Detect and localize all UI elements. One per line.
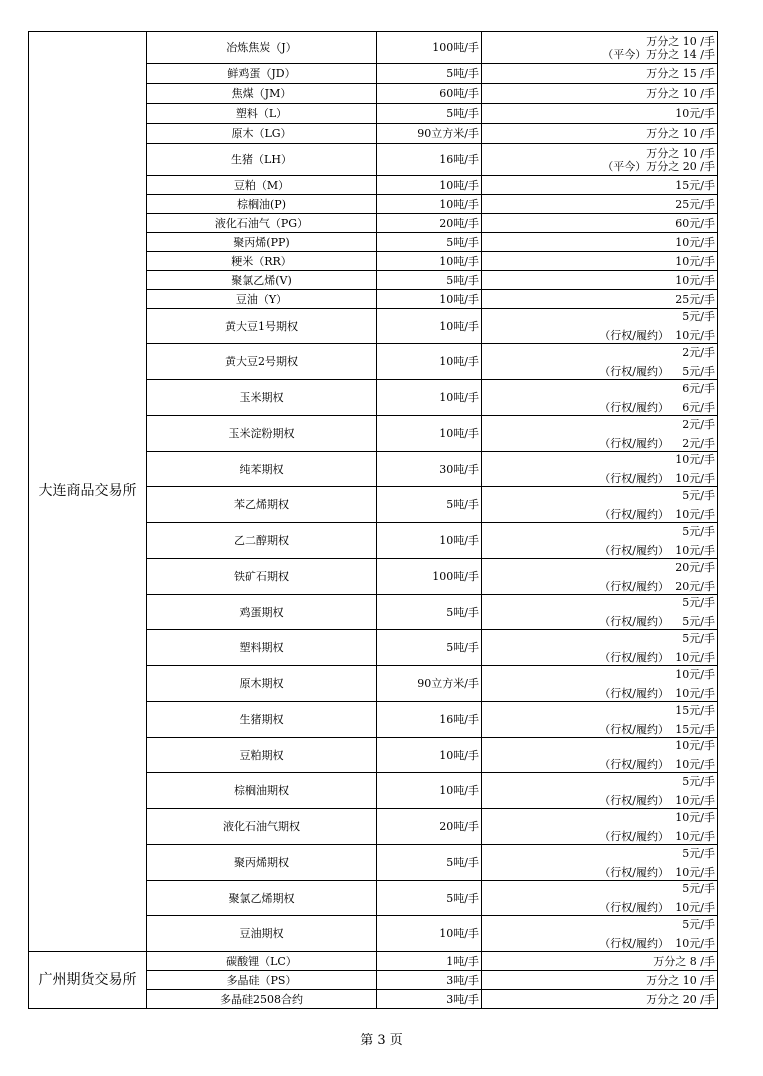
- product-name: 黄大豆2号期权: [147, 344, 377, 380]
- fee-table: [28, 31, 718, 1009]
- fee-cell: [482, 595, 718, 630]
- product-name: 鲜鸡蛋（JD）: [147, 64, 377, 84]
- fee-line: 万分之 10 /手: [646, 146, 715, 160]
- trade-fee: 6元/手: [682, 381, 715, 395]
- contract-unit: 5吨/手: [377, 487, 482, 523]
- fee-cell: 万分之 15 /手: [482, 64, 718, 84]
- exercise-label: （行权/履约）: [599, 936, 669, 950]
- product-name: 焦煤（JM）: [147, 84, 377, 104]
- exercise-fee: 2元/手: [682, 436, 715, 450]
- product-name: 聚氯乙烯(V): [147, 271, 377, 290]
- trade-fee: 20元/手: [675, 560, 715, 574]
- exercise-fee: 10元/手: [675, 686, 715, 700]
- fee-cell: [482, 416, 718, 452]
- trade-fee: 5元/手: [682, 310, 715, 323]
- exercise-fee: 10元/手: [675, 543, 715, 557]
- exercise-fee: 10元/手: [675, 650, 715, 664]
- fee-cell: [482, 881, 718, 916]
- exercise-label: （行权/履约）: [599, 829, 669, 843]
- product-name: 乙二醇期权: [147, 523, 377, 559]
- table-row: [29, 32, 718, 64]
- trade-fee: 2元/手: [682, 417, 715, 431]
- exchange-cell: 广州期货交易所: [29, 952, 147, 1009]
- exercise-fee: 10元/手: [675, 936, 715, 950]
- fee-cell: [482, 702, 718, 738]
- exercise-fee: 5元/手: [682, 364, 715, 378]
- product-name: 铁矿石期权: [147, 559, 377, 595]
- fee-cell: [482, 380, 718, 416]
- exchange-cell: 大连商品交易所: [29, 32, 147, 952]
- product-name: 生猪（LH）: [147, 144, 377, 176]
- contract-unit: 10吨/手: [377, 344, 482, 380]
- page-number: 第 3 页: [360, 1033, 403, 1048]
- fee-line: （平今）万分之 14 /手: [602, 47, 715, 61]
- trade-fee: 2元/手: [682, 345, 715, 359]
- fee-cell: [482, 344, 718, 380]
- trade-fee: 5元/手: [682, 596, 715, 609]
- trade-fee: 10元/手: [675, 453, 715, 466]
- trade-fee: 5元/手: [682, 882, 715, 895]
- fee-cell: 25元/手: [482, 290, 718, 309]
- contract-unit: 1吨/手: [377, 952, 482, 971]
- fee-cell: 万分之 10 /手: [482, 124, 718, 144]
- fee-cell: 万分之 8 /手: [482, 952, 718, 971]
- exercise-label: （行权/履约）: [599, 329, 669, 342]
- exercise-label: （行权/履约）: [599, 901, 669, 914]
- product-name: 苯乙烯期权: [147, 487, 377, 523]
- fee-cell: [482, 452, 718, 487]
- fee-cell: [482, 487, 718, 523]
- fee-cell: [482, 144, 718, 176]
- contract-unit: 100吨/手: [377, 559, 482, 595]
- exercise-fee: 10元/手: [675, 865, 715, 879]
- product-name: 多晶硅（PS）: [147, 971, 377, 990]
- trade-fee: 5元/手: [682, 917, 715, 931]
- product-name: 塑料（L）: [147, 104, 377, 124]
- product-name: 液化石油气期权: [147, 809, 377, 845]
- exercise-label: （行权/履约）: [599, 543, 669, 557]
- exercise-label: （行权/履约）: [599, 615, 669, 628]
- exercise-fee: 10元/手: [675, 507, 715, 521]
- contract-unit: 30吨/手: [377, 452, 482, 487]
- fee-cell: 万分之 10 /手: [482, 84, 718, 104]
- contract-unit: 10吨/手: [377, 738, 482, 773]
- contract-unit: 90立方米/手: [377, 124, 482, 144]
- exercise-fee: 10元/手: [675, 758, 715, 771]
- trade-fee: 5元/手: [682, 846, 715, 860]
- fee-cell: [482, 666, 718, 702]
- contract-unit: 20吨/手: [377, 214, 482, 233]
- fee-cell: [482, 916, 718, 952]
- contract-unit: 10吨/手: [377, 380, 482, 416]
- fee-cell: [482, 523, 718, 559]
- fee-cell: [482, 773, 718, 809]
- product-name: 冶炼焦炭（J）: [147, 32, 377, 64]
- product-name: 豆粕（M）: [147, 176, 377, 195]
- contract-unit: 5吨/手: [377, 881, 482, 916]
- trade-fee: 5元/手: [682, 524, 715, 538]
- fee-cell: [482, 630, 718, 666]
- contract-unit: 5吨/手: [377, 845, 482, 881]
- contract-unit: 5吨/手: [377, 271, 482, 290]
- exercise-fee: 10元/手: [675, 472, 715, 485]
- trade-fee: 10元/手: [675, 739, 715, 752]
- exercise-fee: 5元/手: [682, 615, 715, 628]
- fee-cell: 10元/手: [482, 104, 718, 124]
- fee-cell: [482, 845, 718, 881]
- exercise-label: （行权/履约）: [599, 400, 669, 414]
- product-name: 豆粕期权: [147, 738, 377, 773]
- contract-unit: 16吨/手: [377, 702, 482, 738]
- contract-unit: 10吨/手: [377, 290, 482, 309]
- contract-unit: 3吨/手: [377, 971, 482, 990]
- contract-unit: 10吨/手: [377, 176, 482, 195]
- trade-fee: 15元/手: [675, 703, 715, 717]
- contract-unit: 3吨/手: [377, 990, 482, 1009]
- contract-unit: 20吨/手: [377, 809, 482, 845]
- exercise-label: （行权/履约）: [599, 865, 669, 879]
- contract-unit: 5吨/手: [377, 64, 482, 84]
- contract-unit: 10吨/手: [377, 309, 482, 344]
- product-name: 液化石油气（PG）: [147, 214, 377, 233]
- exercise-label: （行权/履约）: [599, 686, 669, 700]
- exercise-fee: 15元/手: [675, 722, 715, 736]
- exercise-fee: 10元/手: [675, 829, 715, 843]
- fee-cell: 60元/手: [482, 214, 718, 233]
- trade-fee: 10元/手: [675, 810, 715, 824]
- fee-cell: [482, 32, 718, 64]
- product-name: 聚丙烯(PP): [147, 233, 377, 252]
- product-name: 塑料期权: [147, 630, 377, 666]
- exercise-fee: 6元/手: [682, 400, 715, 414]
- fee-cell: 25元/手: [482, 195, 718, 214]
- product-name: 生猪期权: [147, 702, 377, 738]
- fee-cell: 10元/手: [482, 252, 718, 271]
- exercise-fee: 20元/手: [675, 579, 715, 593]
- contract-unit: 10吨/手: [377, 916, 482, 952]
- fee-cell: 万分之 10 /手: [482, 971, 718, 990]
- fee-line: 万分之 10 /手: [646, 34, 715, 48]
- product-name: 原木期权: [147, 666, 377, 702]
- contract-unit: 60吨/手: [377, 84, 482, 104]
- contract-unit: 5吨/手: [377, 104, 482, 124]
- exercise-label: （行权/履约）: [599, 436, 669, 450]
- contract-unit: 16吨/手: [377, 144, 482, 176]
- contract-unit: 90立方米/手: [377, 666, 482, 702]
- exercise-label: （行权/履约）: [599, 364, 669, 378]
- fee-cell: 10元/手: [482, 233, 718, 252]
- contract-unit: 100吨/手: [377, 32, 482, 64]
- exercise-label: （行权/履约）: [599, 793, 669, 807]
- contract-unit: 10吨/手: [377, 773, 482, 809]
- exercise-label: （行权/履约）: [599, 472, 669, 485]
- product-name: 鸡蛋期权: [147, 595, 377, 630]
- product-name: 豆油期权: [147, 916, 377, 952]
- contract-unit: 10吨/手: [377, 523, 482, 559]
- trade-fee: 5元/手: [682, 774, 715, 788]
- fee-cell: 10元/手: [482, 271, 718, 290]
- contract-unit: 10吨/手: [377, 252, 482, 271]
- fee-cell: [482, 809, 718, 845]
- exercise-label: （行权/履约）: [599, 722, 669, 736]
- product-name: 豆油（Y）: [147, 290, 377, 309]
- exercise-label: （行权/履约）: [599, 758, 669, 771]
- exercise-label: （行权/履约）: [599, 579, 669, 593]
- product-name: 聚氯乙烯期权: [147, 881, 377, 916]
- contract-unit: 10吨/手: [377, 195, 482, 214]
- product-name: 聚丙烯期权: [147, 845, 377, 881]
- exercise-fee: 10元/手: [675, 329, 715, 342]
- product-name: 黄大豆1号期权: [147, 309, 377, 344]
- fee-cell: 万分之 20 /手: [482, 990, 718, 1009]
- fee-cell: [482, 738, 718, 773]
- product-name: 玉米淀粉期权: [147, 416, 377, 452]
- contract-unit: 5吨/手: [377, 595, 482, 630]
- trade-fee: 5元/手: [682, 488, 715, 502]
- product-name: 纯苯期权: [147, 452, 377, 487]
- fee-cell: 15元/手: [482, 176, 718, 195]
- fee-line: （平今）万分之 20 /手: [602, 159, 715, 173]
- trade-fee: 10元/手: [675, 667, 715, 681]
- product-name: 棕榈油(P): [147, 195, 377, 214]
- contract-unit: 10吨/手: [377, 416, 482, 452]
- exercise-fee: 10元/手: [675, 793, 715, 807]
- fee-cell: [482, 309, 718, 344]
- exercise-label: （行权/履约）: [599, 507, 669, 521]
- product-name: 多晶硅2508合约: [147, 990, 377, 1009]
- trade-fee: 5元/手: [682, 631, 715, 645]
- product-name: 棕榈油期权: [147, 773, 377, 809]
- contract-unit: 5吨/手: [377, 233, 482, 252]
- contract-unit: 5吨/手: [377, 630, 482, 666]
- product-name: 碳酸锂（LC）: [147, 952, 377, 971]
- fee-cell: [482, 559, 718, 595]
- product-name: 粳米（RR）: [147, 252, 377, 271]
- exercise-fee: 10元/手: [675, 901, 715, 914]
- product-name: 原木（LG）: [147, 124, 377, 144]
- product-name: 玉米期权: [147, 380, 377, 416]
- exercise-label: （行权/履约）: [599, 650, 669, 664]
- table-row: [29, 952, 718, 971]
